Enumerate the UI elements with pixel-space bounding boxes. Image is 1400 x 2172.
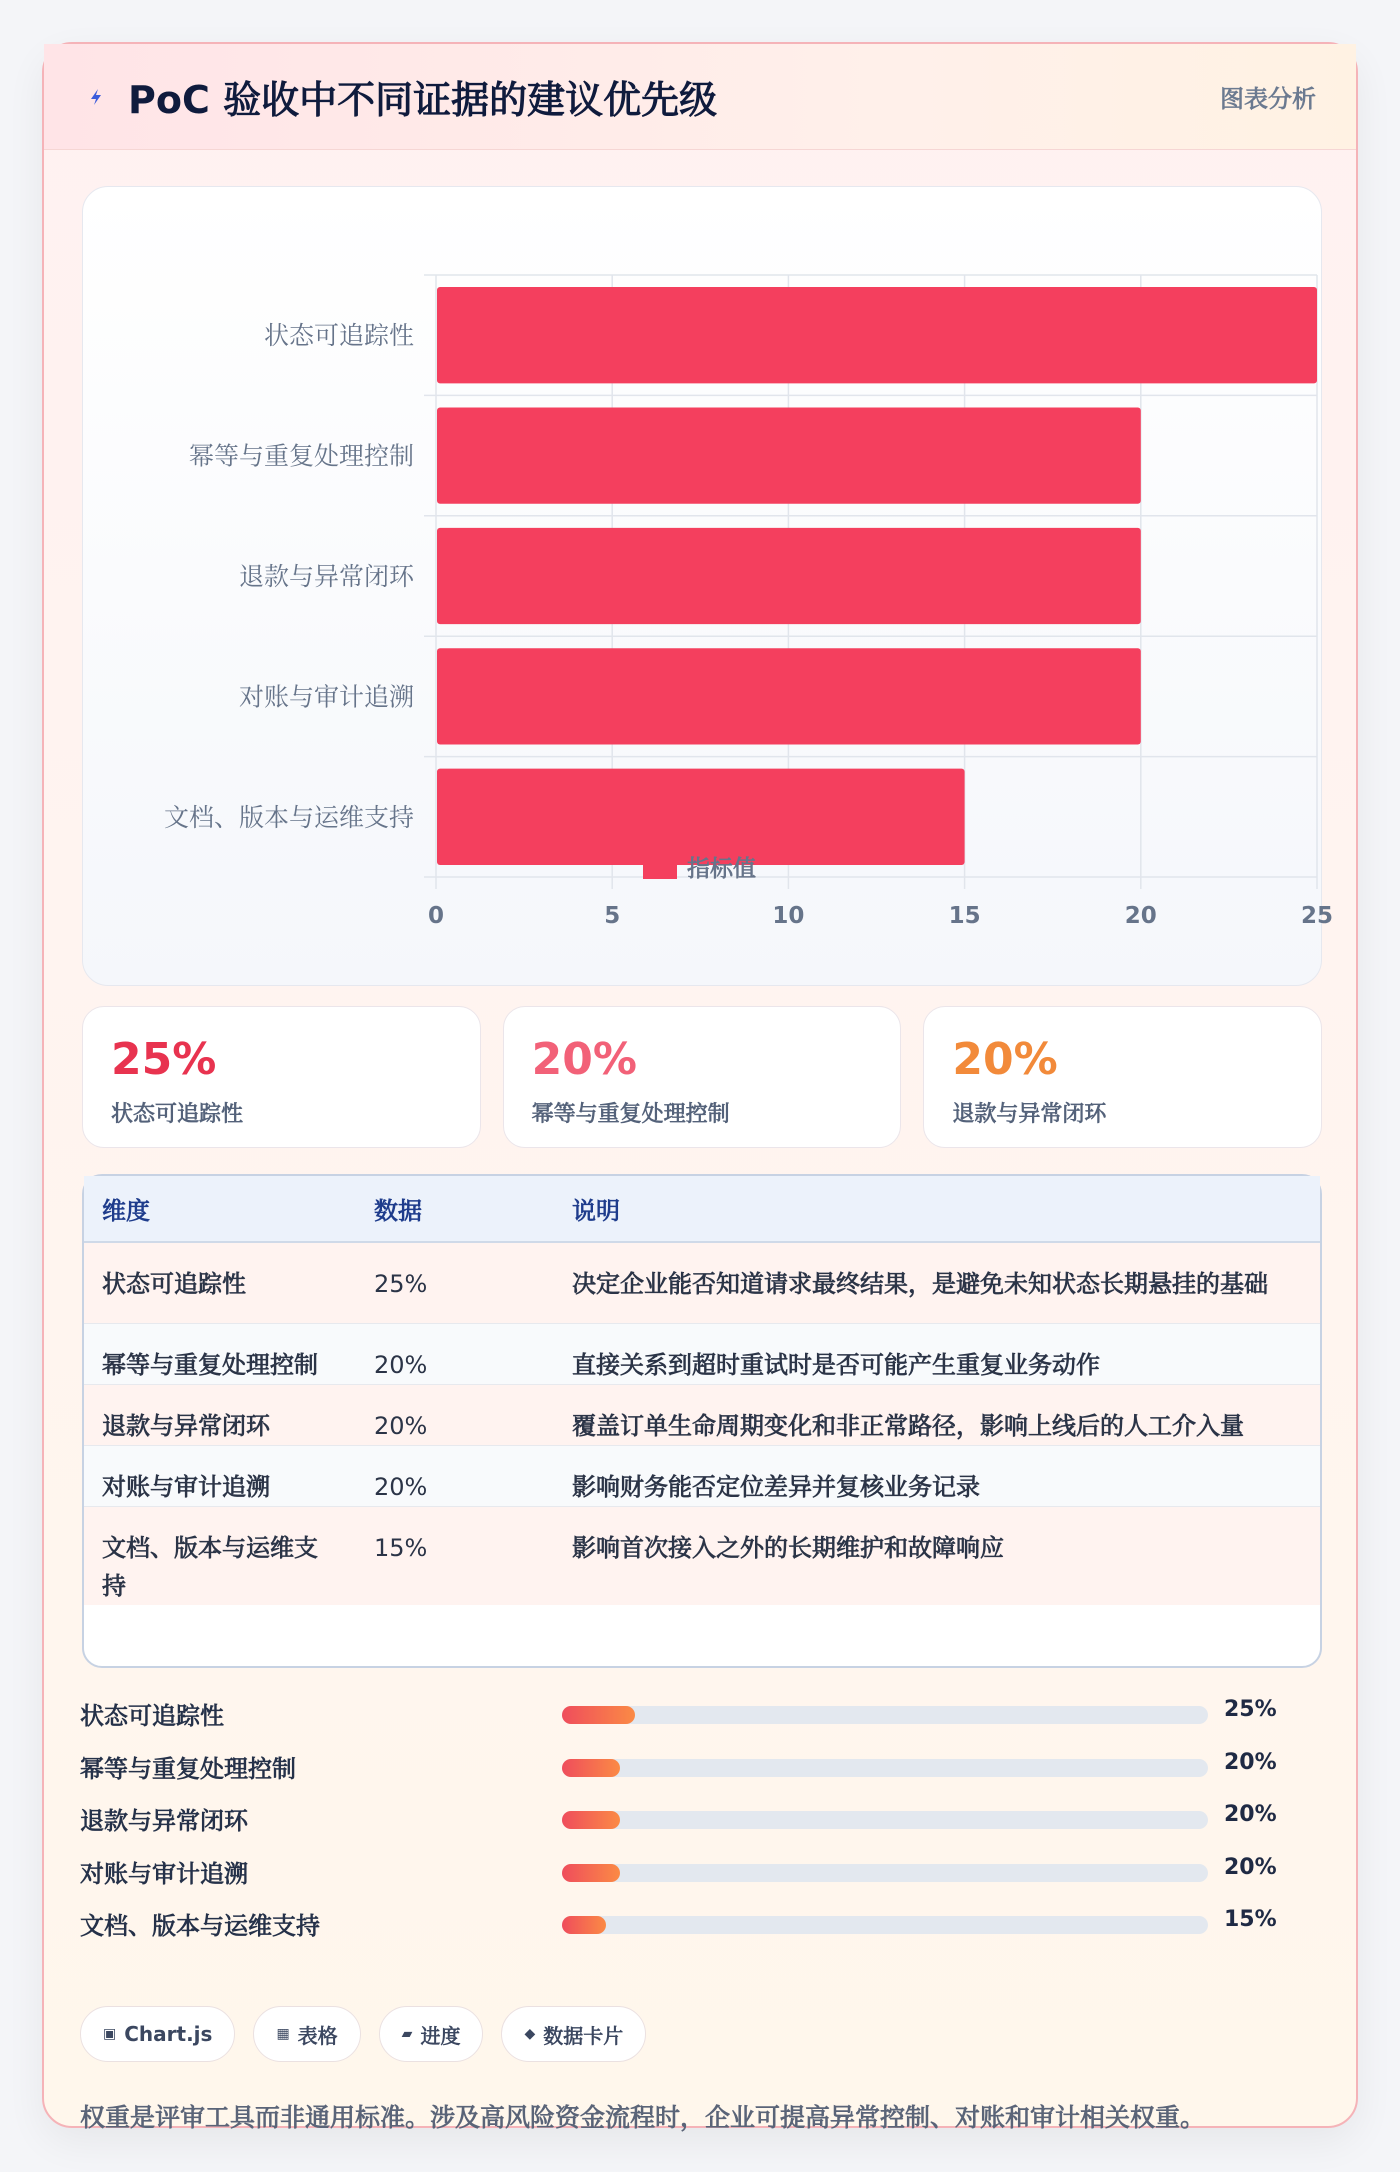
bar bbox=[437, 769, 965, 865]
progress-track bbox=[562, 1706, 1208, 1724]
table-cell: 对账与审计追溯 bbox=[84, 1445, 356, 1506]
stat-cards bbox=[82, 1006, 1322, 1148]
legend-swatch bbox=[643, 857, 677, 879]
page-title: PoC 验收中不同证据的建议优先级 bbox=[128, 78, 718, 122]
progress-value: 15% bbox=[1224, 1907, 1277, 1932]
x-tick-label: 5 bbox=[604, 903, 621, 929]
progress-fill bbox=[562, 1811, 620, 1829]
table-cell: 决定企业能否知道请求最终结果，是避免未知状态长期悬挂的基础 bbox=[554, 1242, 1320, 1323]
table-cell: 影响首次接入之外的长期维护和故障响应 bbox=[554, 1506, 1320, 1605]
x-tick-label: 25 bbox=[1300, 903, 1334, 929]
chip-label: 表格 bbox=[297, 2023, 338, 2048]
progress-list bbox=[80, 1688, 1320, 1951]
stat-value: 25% bbox=[111, 1034, 217, 1085]
progress-fill bbox=[562, 1864, 620, 1882]
chip-label: Chart.js bbox=[124, 2022, 213, 2046]
table-row bbox=[84, 1384, 1320, 1445]
table-cell: 15% bbox=[356, 1506, 554, 1605]
progress-row bbox=[80, 1898, 1320, 1951]
tag-chips bbox=[80, 2006, 646, 2062]
chart-icon: ▣ bbox=[103, 2026, 117, 2042]
y-tick-label: 退款与异常闭环 bbox=[238, 562, 414, 591]
tag-chip[interactable] bbox=[80, 2006, 235, 2062]
stat-label: 幂等与重复处理控制 bbox=[531, 1102, 730, 1127]
progress-fill bbox=[562, 1706, 635, 1724]
bar-chart bbox=[82, 186, 1334, 986]
progress-label: 退款与异常闭环 bbox=[80, 1807, 248, 1835]
progress-label: 状态可追踪性 bbox=[80, 1702, 224, 1730]
table-cell: 直接关系到超时重试时是否可能产生重复业务动作 bbox=[554, 1323, 1320, 1384]
chart-card bbox=[42, 42, 1358, 2132]
table-cell: 状态可追踪性 bbox=[84, 1242, 356, 1323]
progress-label: 对账与审计追溯 bbox=[80, 1859, 248, 1888]
table-row bbox=[84, 1323, 1320, 1384]
progress-value: 25% bbox=[1224, 1697, 1277, 1722]
x-tick-label: 20 bbox=[1124, 903, 1157, 929]
progress-value: 20% bbox=[1224, 1749, 1277, 1775]
table-cell: 退款与异常闭环 bbox=[84, 1384, 356, 1445]
progress-track bbox=[562, 1864, 1208, 1882]
progress-row bbox=[80, 1793, 1320, 1846]
table-cell: 20% bbox=[356, 1323, 554, 1384]
tag-chip[interactable] bbox=[501, 2006, 646, 2062]
data-table bbox=[82, 1174, 1322, 1668]
legend-label: 指标值 bbox=[687, 856, 756, 882]
footnote: 权重是评审工具而非通用标准。涉及高风险资金流程时，企业可提高异常控制、对账和审计相关权重。 bbox=[80, 2103, 1206, 2132]
progress-row bbox=[80, 1741, 1320, 1794]
table-row bbox=[84, 1506, 1320, 1605]
lightning-icon bbox=[84, 85, 108, 109]
stat-value: 20% bbox=[531, 1034, 637, 1085]
table-cell: 覆盖订单生命周期变化和非正常路径，影响上线后的人工介入量 bbox=[554, 1384, 1320, 1445]
progress-label: 幂等与重复处理控制 bbox=[80, 1754, 296, 1783]
progress-fill bbox=[562, 1916, 606, 1934]
bar bbox=[437, 648, 1141, 744]
chip-label: 进度 bbox=[420, 2023, 461, 2048]
table-cell: 文档、版本与运维支持 bbox=[84, 1506, 356, 1605]
stat-label: 状态可追踪性 bbox=[111, 1102, 244, 1127]
table-header-cell: 维度 bbox=[84, 1176, 356, 1242]
bar bbox=[437, 287, 1317, 383]
chip-label: 数据卡片 bbox=[543, 2023, 624, 2048]
table-cell: 幂等与重复处理控制 bbox=[84, 1323, 356, 1384]
stat-card bbox=[923, 1006, 1322, 1148]
bar bbox=[437, 407, 1141, 503]
table-row bbox=[84, 1445, 1320, 1506]
table-cell: 20% bbox=[356, 1445, 554, 1506]
title-wrap bbox=[84, 69, 717, 124]
progress-track bbox=[562, 1759, 1208, 1777]
y-tick-label: 对账与审计追溯 bbox=[238, 682, 414, 712]
progress-value: 20% bbox=[1224, 1854, 1277, 1880]
card-icon: ◆ bbox=[524, 2026, 536, 2042]
progress-row bbox=[80, 1846, 1320, 1899]
table-row bbox=[84, 1242, 1320, 1323]
progress-icon: ▰ bbox=[401, 2026, 413, 2042]
x-tick-label: 0 bbox=[427, 903, 445, 929]
table-cell: 20% bbox=[356, 1384, 554, 1445]
table-cell: 25% bbox=[356, 1242, 554, 1323]
progress-fill bbox=[562, 1759, 620, 1777]
x-tick-label: 10 bbox=[772, 903, 805, 929]
bar-chart-svg bbox=[83, 187, 1334, 987]
stat-card bbox=[82, 1006, 481, 1148]
table-cell: 影响财务能否定位差异并复核业务记录 bbox=[554, 1445, 1320, 1506]
x-tick-label: 15 bbox=[948, 903, 981, 929]
stat-card bbox=[503, 1006, 902, 1148]
stat-value: 20% bbox=[952, 1034, 1058, 1085]
stat-label: 退款与异常闭环 bbox=[952, 1102, 1107, 1127]
progress-value: 20% bbox=[1224, 1802, 1277, 1827]
tag-chip[interactable] bbox=[253, 2006, 360, 2062]
bar bbox=[437, 528, 1141, 624]
table-header-cell: 说明 bbox=[554, 1176, 1320, 1242]
progress-track bbox=[562, 1916, 1208, 1934]
y-tick-label: 状态可追踪性 bbox=[263, 321, 414, 351]
tag-chip[interactable] bbox=[379, 2006, 484, 2062]
header-tag: 图表分析 bbox=[1220, 85, 1316, 113]
table-header-cell: 数据 bbox=[356, 1176, 554, 1242]
table-header-row bbox=[84, 1176, 1320, 1242]
card-header bbox=[44, 44, 1356, 150]
y-tick-label: 文档、版本与运维支持 bbox=[163, 802, 414, 832]
y-tick-label: 幂等与重复处理控制 bbox=[188, 441, 414, 471]
progress-label: 文档、版本与运维支持 bbox=[80, 1912, 320, 1940]
table-icon: ▦ bbox=[276, 2026, 290, 2042]
progress-row bbox=[80, 1688, 1320, 1741]
progress-track bbox=[562, 1811, 1208, 1829]
